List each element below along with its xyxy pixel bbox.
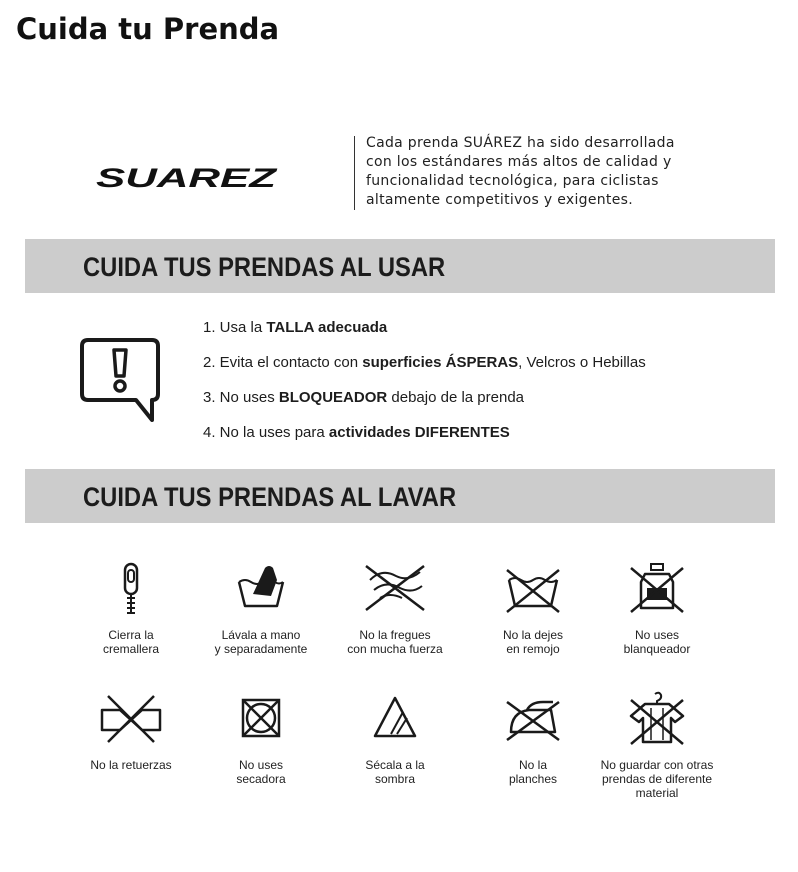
care-label: Cierra la cremallera (102, 628, 159, 656)
intro-line: altamente competitivos y exigentes. (366, 192, 633, 208)
care-item (582, 690, 732, 800)
care-label: No la dejes en remojo (502, 628, 564, 656)
use-rule-item: 4. No la uses para actividades DIFERENTES (203, 424, 510, 441)
wash-section-banner (25, 469, 775, 523)
suarez-logo (96, 164, 278, 192)
hand-wash-icon (231, 560, 291, 618)
intro-line: Cada prenda SUÁREZ ha sido desarrollada (366, 135, 675, 151)
care-item (582, 560, 732, 656)
use-rule-item: 2. Evita el contacto con superficies ÁSPERAS, Velcros o Hebillas (203, 354, 646, 371)
care-label: Sécala a la sombra (365, 758, 425, 786)
care-item (320, 560, 470, 656)
use-rules-list (203, 318, 646, 458)
care-label: Lávala a mano y separadamente (214, 628, 308, 656)
no-soak-icon (501, 560, 565, 618)
no-wring-icon (96, 690, 166, 748)
wash-section-title: CUIDA TUS PRENDAS AL LAVAR (83, 482, 457, 512)
logo-text: SUAREZ (96, 164, 278, 192)
use-section-banner (25, 239, 775, 293)
dry-in-shade-icon (365, 690, 425, 748)
intro-line: funcionalidad tecnológica, para ciclistas (366, 173, 659, 189)
intro-line: con los estándares más altos de calidad y (366, 154, 672, 170)
exclamation-speech-bubble-icon (74, 336, 162, 424)
use-rule-item: 3. No uses BLOQUEADOR debajo de la prenda (203, 389, 524, 406)
care-label: No uses blanqueador (623, 628, 691, 656)
use-rule-item: 1. Usa la TALLA adecuada (203, 319, 388, 336)
intro-divider (354, 136, 355, 210)
care-label: No la fregues con mucha fuerza (347, 628, 443, 656)
no-tumble-dry-icon (231, 690, 291, 748)
care-label: No guardar con otras prendas de diferente material (600, 758, 714, 800)
care-label: No uses secadora (236, 758, 286, 786)
care-item (320, 690, 470, 786)
no-scrub-icon (360, 560, 430, 618)
zipper-icon (101, 560, 161, 618)
care-item (186, 690, 336, 786)
no-iron-icon (501, 690, 565, 748)
care-item (56, 560, 206, 656)
no-store-together-icon (625, 690, 689, 748)
no-bleach-icon (625, 560, 689, 618)
brand-intro (366, 134, 746, 210)
care-label: No la planches (508, 758, 558, 786)
use-section-title: CUIDA TUS PRENDAS AL USAR (83, 252, 446, 282)
care-item (56, 690, 206, 772)
care-label: No la retuerzas (90, 758, 172, 772)
care-item (186, 560, 336, 656)
page-title: Cuida tu Prenda (16, 12, 280, 46)
